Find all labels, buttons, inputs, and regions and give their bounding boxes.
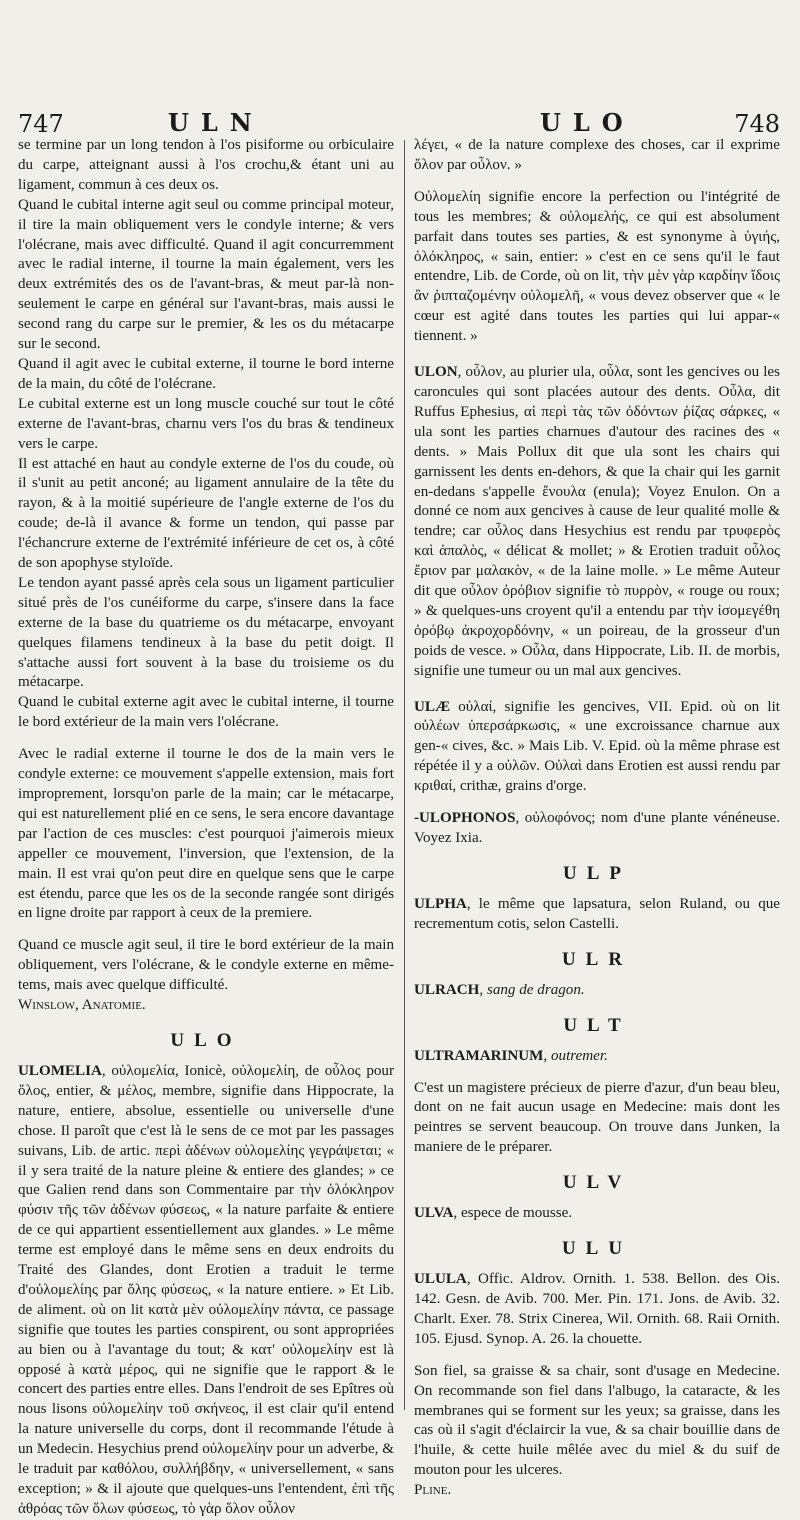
entry-text: , outremer. <box>543 1047 608 1064</box>
headword: -ULOPHONOS <box>414 810 516 827</box>
column-divider <box>404 140 405 1410</box>
entry-text: , οὐλομελία, Ionicè, οὐλομελίη, de οὖλος pour ὅλος, entier, & μέλος, membre, signifie dans Hippocrate, la nature, entiere, absolue, essentielle ou universelle d'une chose. Il paroît que c'est là le sens de ce mot par les passages suivans, Lib. de artic. περὶ ἀδένων οὐλομελίης γεγράψεται; « il y sera traité de la nature pleine & entiere des glandes; » ce que Galien rend dans son Commentaire par τὴν ὁλόκληρον φύσιν τῆς τῶν ἀδένων φύσεως, « la nature parfaite & entiere de ce qui appartient essentiellement aux glandes. » Le même terme est employé dans le même sens en deux endroits du Traité des Glandes, dont Erotien a traduit le terme d'οὐλομελίης par ὅλης φύσεως, « la nature entiere. » Et Lib. de aliment. où on lit κατὰ μὲν οὐλομελίην πάντα, ce passage signifie que toutes les parties conspirent, ou sont appropriées au bien ou à l'avantage du tout; & κατ' οὐλομελίην est là opposé à κατὰ μέρος, qui ne signifie que le rapport & le concert des parties entre elles. Dans l'endroit de ses Epîtres où nous lisons οὐλομελίην τοῦ σκήνεος, il est clair qu'il entend la nature universelle du corps, dont il recommande l'étude à un Medecin. Hesychius prend οὐλομελίην pour un adverbe, & le traduit par καθόλου, συλλήβδην, « universellement, « sans exception; » & il ajoute que quelques-uns l'entendent, ἐπὶ τῆς ἀθρόας τῶν ὅλων φύσεως, τὸ γὰρ ὅλον οὖλον <box>18 1062 394 1517</box>
entry-ulae <box>414 698 780 798</box>
paragraph: Avec le radial externe il tourne le dos de la main vers le condyle externe: ce mouvement s'appelle extension, mais fort improprement, lorsqu'on parle de la main; car le métacarpe, qui est naturellement plié en ce sens, le sera encore davantage par l'action de ces muscles: c'est pourquoi j'aimerois mieux appeller ce mouvement, l'inversion, que l'extension, de la main. Il est vrai qu'on peut dire en quelque sens que le carpe est étendu, parce que les os de la seconde rangée sont dirigés en ligne droite par rapport à ceux de la premiere. <box>18 746 394 922</box>
headword: ULVA <box>414 1205 454 1222</box>
section-heading: ULP <box>563 862 631 884</box>
entry-ultramarinum <box>414 1047 780 1067</box>
section-heading: ULU <box>561 1238 633 1260</box>
entry-text: , sang de dragon. <box>479 981 585 998</box>
entry-text: , οὖλον, au plurier ula, οὖλα, sont les gencives ou les caroncules qui sont placées autour des dents. Οὖλα, dit Ruffus Ephesius, αἱ περὶ τὰς τῶν ὀδόντων ῥίζας σάρκες, « ula sont les parties charnues d'autour des racines des « dents. » Mais Pollux dit que ula sont les chairs qui garnissent les dents en-dehors, & que la chair qui les garnit en-dedans s'appelle ἔνουλα (enula); Voyez Enulon. On a donné ce nom aux gencives à cause de leur qualité molle & tendre; car οὖλος dans Hesychius est rendu par τρυφερὸς καὶ ἁπαλὸς, « délicat & mollet; » & Erotien traduit οὖλος ἔριον par μαλακὸν, « de la laine molle. » Le même Auteur dit que οὖλον ὀρόβιον signifie τὸ πυρρὸν, « rouge ou roux; » & quelques-uns croyent qu'il a entendu par τὴν ἰσομεγέθη ὀρόβῳ ἀκροχορδόνην, « un poireau, de la grosseur d'un poids de vesce. » Οὖλα, dans Hippocrate, Lib. II. de morbis, signifie une tumeur ou un mal aux gencives. <box>414 364 780 679</box>
left-running-head: ULN <box>168 108 264 137</box>
entry-text: οὐλαί, signifie les gencives, VII. Epid. où on lit οὐλέων ὑπερσάρκωσις, « une excroissance charnue aux gen-« cives, &c. » Mais Lib. V. Epid. où la même phrase est répétée il y a οὐλῶν. Οὐλαὶ dans Erotien est aussi rendu par κριθαί, crithæ, grains d'orge. <box>414 698 780 795</box>
entry-ulon <box>414 363 780 682</box>
paragraph: Son fiel, sa graisse & sa chair, sont d'usage en Medecine. On recommande son fiel dans l'albugo, la cataracte, & les membranes qui se forment sur les yeux; sa graisse, dans les cas où il s'agit d'éclaircir la vue, & sa chair bouillie dans de l'huile, & cette huile mêlée avec du miel & du suif de mouton pour les ulceres. <box>414 1362 780 1479</box>
left-page-number: 747 <box>18 110 64 138</box>
headword: ULOMELIA <box>18 1062 102 1079</box>
headword: ULÆ <box>414 698 451 715</box>
headword: ULRACH <box>414 981 480 998</box>
entry-ulophonos <box>414 809 780 849</box>
entry-ulpha <box>414 895 780 935</box>
entry-ulva <box>414 1204 780 1224</box>
paragraph: se termine par un long tendon à l'os pisiforme ou orbiculaire du carpe, atteignant aussi à l'os crochu,& étant uni au ligament, commun à ces deux os. <box>18 137 394 193</box>
headword: ULULA <box>414 1271 467 1288</box>
entry-text: , Offic. Aldrov. Ornith. 1. 538. Bellon. des Ois. 142. Gesn. de Avib. 700. Mer. Pin. 171. Jons. de Avib. 32. Charlt. Exer. 78. Strix Cinerea, Wil. Ornith. 68. Raii Ornith. 105. Ejusd. Synop. A. 26. la chouette. <box>414 1271 780 1347</box>
entry-ulula <box>414 1270 780 1350</box>
entry-ulomelia <box>18 1062 394 1520</box>
left-column <box>18 136 394 1517</box>
section-heading: ULO <box>170 1029 242 1051</box>
paragraph: Quand ce muscle agit seul, il tire le bord extérieur de la main obliquement, vers l'olécrane, & le condyle externe en même-tems, mais avec quelque difficulté. <box>18 937 394 994</box>
entry-text: , espece de mousse. <box>453 1205 573 1222</box>
right-column <box>414 136 780 1499</box>
headword: ULPHA <box>414 895 467 912</box>
headword: ULON <box>414 364 458 381</box>
source-citation: Winslow, Anatomie. <box>18 997 146 1014</box>
entry-text: , le même que lapsatura, selon Ruland, ou que recrementum cotis, selon Castelli. <box>414 895 780 932</box>
paragraph: Quand il agit avec le cubital externe, il tourne le bord interne de la main, du côté de l'olécrane. <box>18 355 394 392</box>
paragraph: Quand le cubital interne agit seul ou comme principal moteur, il tire la main obliquement vers le condyle interne; & vers l'olécrane, mais avec difficulté. Quand il agit concurremment avec le radial interne, il tourne la main également, vers les deux extrémités des os de l'avant-bras, & meut par-là non-seulement le carpe en général sur l'avant-bras, mais aussi le second rang du carpe sur le premier, & les os du métacarpe sur le second. <box>18 196 394 353</box>
paragraph: Il est attaché en haut au condyle externe de l'os du coude, où il s'unit au petit anconé; au ligament annulaire de la tête du rayon, & à la moitié supérieure de l'angle externe de l'os du coude; de-là il avance & forme un tendon, qui passe par l'échancrure externe de l'extrémité inférieure de cet os, à côté de son apophyse styloïde. <box>18 455 394 572</box>
right-page-number: 748 <box>734 110 780 138</box>
paragraph: Quand le cubital externe agit avec le cubital interne, il tourne le bord extérieur de la main vers l'olécrane. <box>18 694 394 731</box>
entry-text: , οὐλοφόνος; nom d'une plante vénéneuse. Voyez Ixia. <box>414 810 780 846</box>
paragraph: Le tendon ayant passé après cela sous un ligament particulier situé près de l'os cunéiforme du carpe, s'insere dans la face externe de la base du quatrieme os du métacarpe, envoyant quelques filamens tendineux à la base du petit doigt. Il s'attache aussi fort souvent à la base du troisieme os du métacarpe. <box>18 574 394 691</box>
paragraph: Le cubital externe est un long muscle couché sur tout le côté externe de l'avant-bras, charnu vers l'os du bras & tendineux vers le carpe. <box>18 395 394 452</box>
paragraph: λέγει, « de la nature complexe des choses, car il exprime ὅλον par οὖλον. » <box>414 137 780 173</box>
headword: ULTRAMARINUM <box>414 1047 544 1064</box>
paragraph: Οὐλομελίη signifie encore la perfection ou l'intégrité de tous les membres; & οὐλομελής, ce qui est absolument parfait dans toutes ses parties, & est synonyme à ὑγιής, ὁλόκληρος, « sain, entier: » c'est en ce sens qu'il le faut entendre, Lib. de Corde, où on lit, τὴν μὲν γὰρ καρδίην ἴδοις ἂν ῥιπταζομένην οὐλομελῆ, « vous devez observer que « le cœur est agité dans toutes les parties qui lui appar-« tiennent. » <box>414 188 780 345</box>
paragraph: C'est un magistere précieux de pierre d'azur, d'un beau bleu, dont on ne fait aucun usage en Medecine: mais dont les peintres se servent beaucoup. On trouve dans Junken, la maniere de le préparer. <box>414 1079 780 1156</box>
section-heading: ULT <box>563 1014 631 1036</box>
entry-ulrach <box>414 981 780 1001</box>
source-citation: Pline. <box>414 1482 452 1499</box>
section-heading: ULR <box>561 948 633 970</box>
right-running-head: ULO <box>540 108 635 137</box>
section-heading: ULV <box>562 1172 632 1194</box>
